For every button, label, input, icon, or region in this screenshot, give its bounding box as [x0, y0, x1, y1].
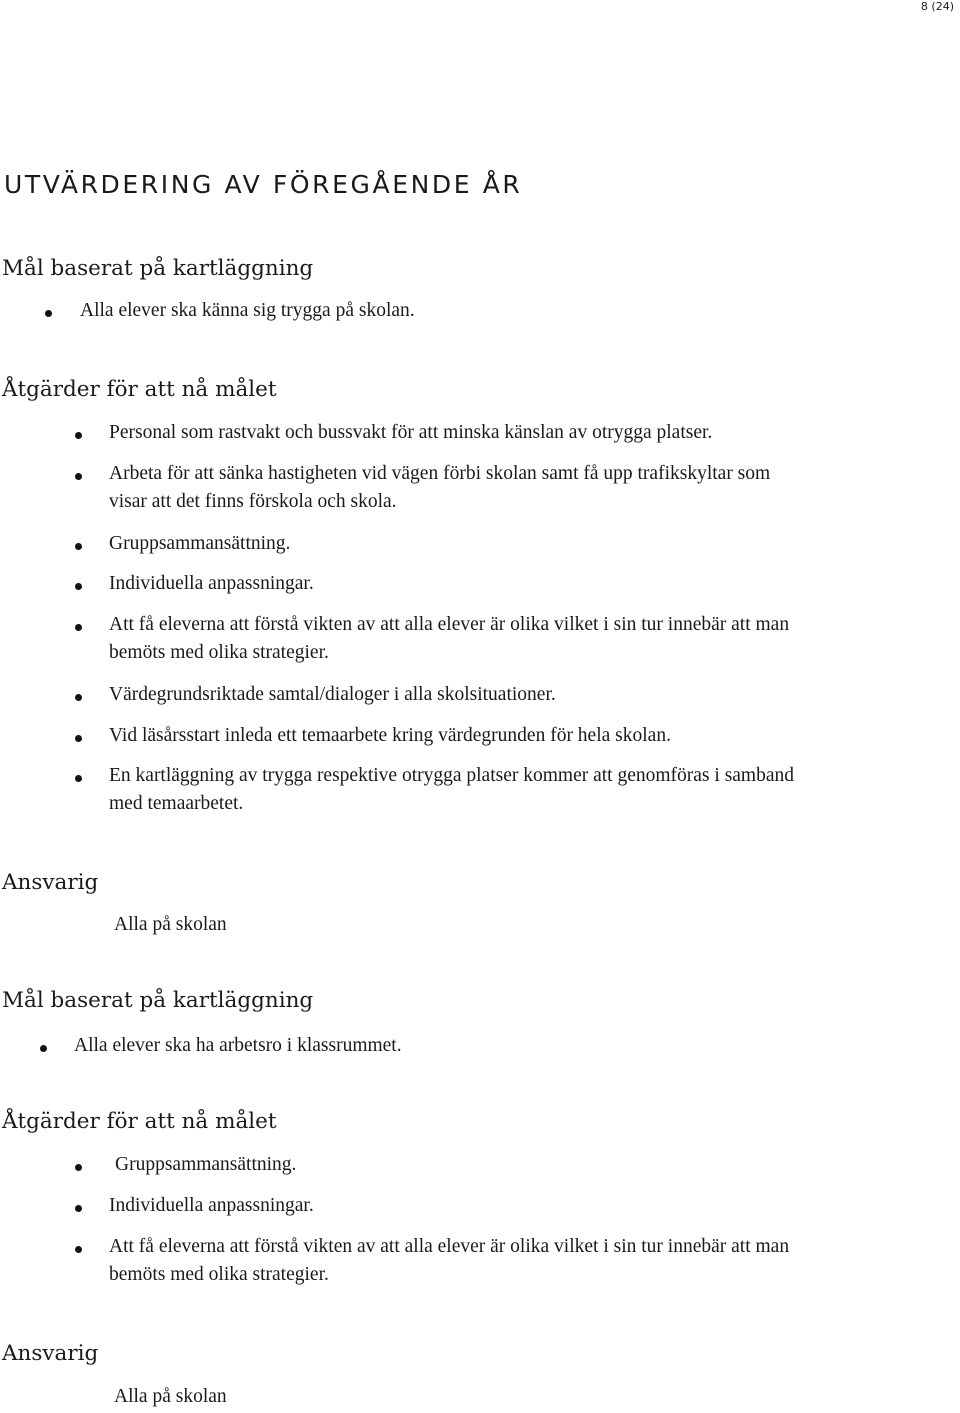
bullet-icon	[75, 1205, 82, 1212]
bullet-icon	[45, 310, 52, 317]
list-item: En kartläggning av trygga respektive otrygga platser kommer att genomföras i samband	[109, 765, 795, 786]
page-number: 8 (24)	[920, 0, 954, 13]
bullet-icon	[75, 432, 82, 439]
list-item-continuation: visar att det finns förskola och skola.	[109, 491, 397, 512]
goal-heading: Mål baserat på kartläggning	[2, 988, 314, 1013]
list-item-continuation: bemöts med olika strategier.	[109, 1264, 329, 1285]
list-item: Att få eleverna att förstå vikten av att alla elever är olika vilket i sin tur innebär att man	[109, 1236, 790, 1257]
list-item-continuation: bemöts med olika strategier.	[109, 642, 329, 663]
bullet-icon	[75, 735, 82, 742]
bullet-icon	[75, 624, 82, 631]
responsible-value: Alla på skolan	[114, 1386, 227, 1407]
bullet-icon	[40, 1045, 47, 1052]
list-item: Att få eleverna att förstå vikten av att alla elever är olika vilket i sin tur innebär att man	[109, 614, 790, 635]
bullet-icon	[75, 473, 82, 480]
actions-heading: Åtgärder för att nå målet	[2, 1109, 277, 1134]
actions-heading: Åtgärder för att nå målet	[2, 377, 277, 402]
bullet-icon	[75, 1246, 82, 1253]
page-title: UTVÄRDERING AV FÖREGÅENDE ÅR	[4, 170, 523, 199]
list-item: Arbeta för att sänka hastigheten vid vägen förbi skolan samt få upp trafikskyltar som	[109, 463, 771, 484]
goal-item: Alla elever ska känna sig trygga på skolan.	[80, 300, 415, 321]
bullet-icon	[75, 543, 82, 550]
goal-item: Alla elever ska ha arbetsro i klassrummet.	[74, 1035, 402, 1056]
goal-heading: Mål baserat på kartläggning	[2, 256, 314, 281]
bullet-icon	[75, 1164, 82, 1171]
list-item-continuation: med temaarbetet.	[109, 793, 244, 814]
list-item: Individuella anpassningar.	[109, 573, 314, 594]
bullet-icon	[75, 583, 82, 590]
bullet-icon	[75, 694, 82, 701]
list-item: Värdegrundsriktade samtal/dialoger i alla skolsituationer.	[109, 684, 556, 705]
responsible-value: Alla på skolan	[114, 914, 227, 935]
list-item: Personal som rastvakt och bussvakt för att minska känslan av otrygga platser.	[109, 422, 713, 443]
bullet-icon	[75, 775, 82, 782]
list-item: Gruppsammansättning.	[109, 533, 291, 554]
list-item: Vid läsårsstart inleda ett temaarbete kring värdegrunden för hela skolan.	[109, 725, 671, 746]
list-item: Gruppsammansättning.	[115, 1154, 297, 1175]
responsible-heading: Ansvarig	[2, 870, 99, 895]
responsible-heading: Ansvarig	[2, 1341, 99, 1366]
list-item: Individuella anpassningar.	[109, 1195, 314, 1216]
